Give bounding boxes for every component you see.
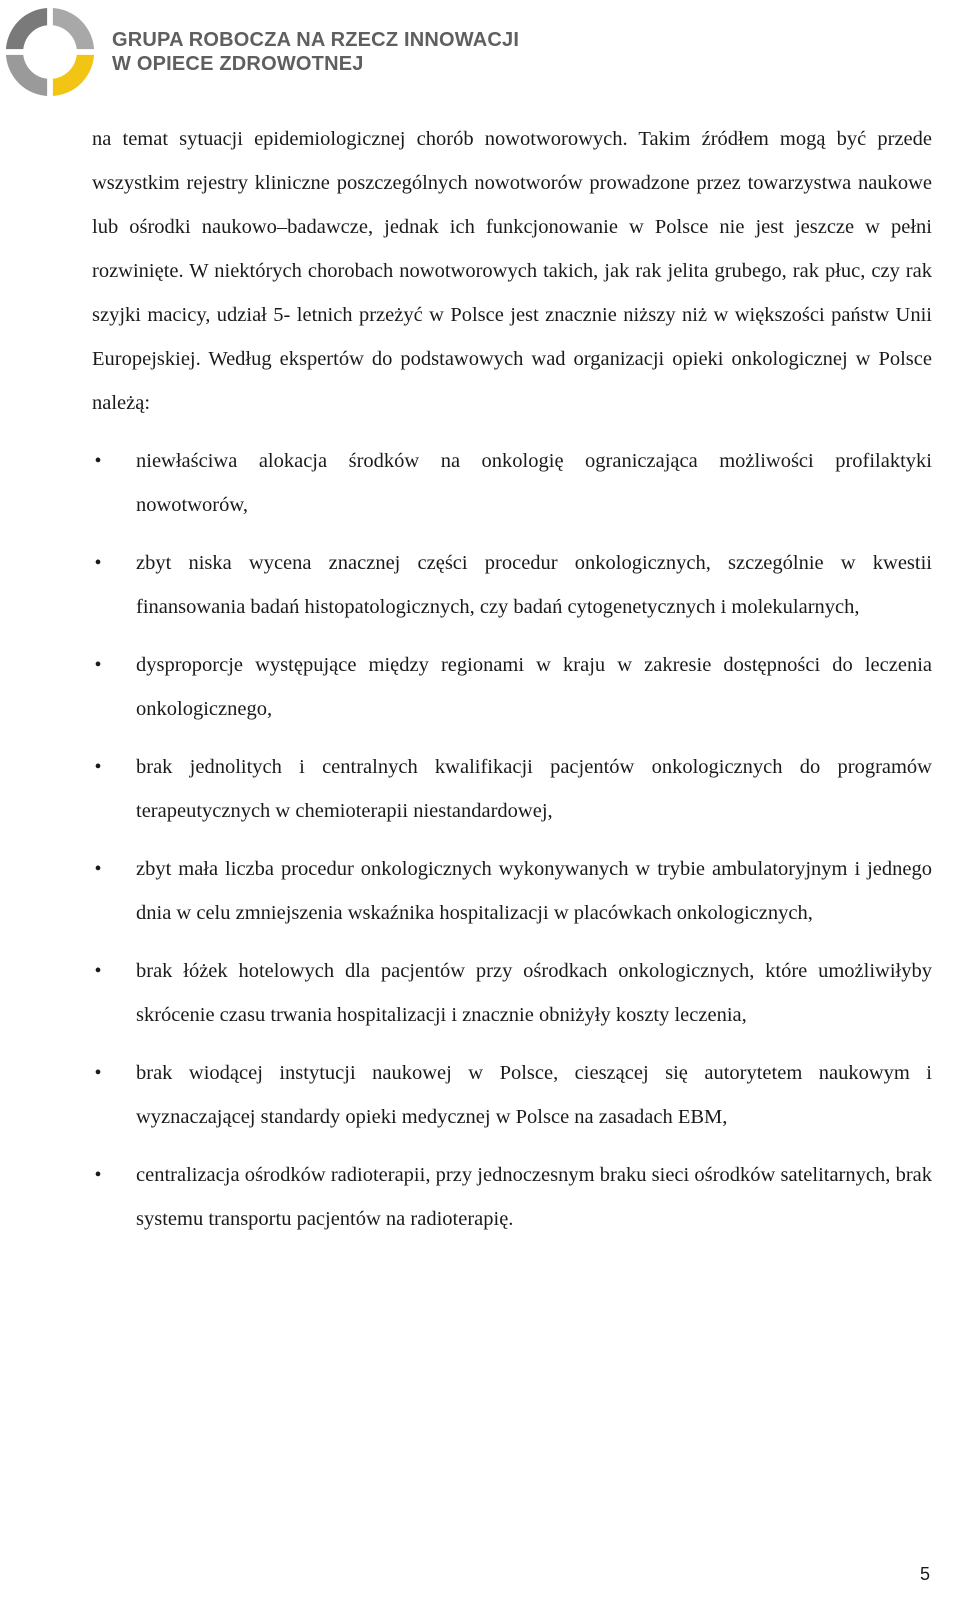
deficiencies-list: [92, 439, 932, 1241]
bullet-icon: •: [94, 1062, 102, 1084]
list-item: [92, 949, 932, 1037]
list-item: [92, 847, 932, 935]
bullet-icon: •: [94, 450, 102, 472]
list-item-text: zbyt mała liczba procedur onkologicznych wykonywanych w trybie ambulatoryjnym i jednego dnia w celu zmniejszenia wskaźnika hospitalizacji w placówkach onkologicznych,: [136, 858, 932, 924]
bullet-icon: •: [94, 858, 102, 880]
organization-name: [112, 28, 519, 76]
list-item-text: niewłaściwa alokacja środków na onkologię ograniczająca możliwości profilaktyki nowotworów,: [136, 450, 932, 516]
bullet-icon: •: [94, 756, 102, 778]
bullet-icon: •: [94, 960, 102, 982]
bullet-icon: •: [94, 552, 102, 574]
list-item-text: centralizacja ośrodków radioterapii, przy jednoczesnym braku sieci ośrodków satelitarnych, brak systemu transportu pacjentów na radioterapię.: [136, 1164, 932, 1230]
list-item-text: dysproporcje występujące między regionami w kraju w zakresie dostępności do leczenia onkologicznego,: [136, 654, 932, 720]
group-logo-icon: [2, 4, 98, 100]
intro-paragraph: na temat sytuacji epidemiologicznej chorób nowotworowych. Takim źródłem mogą być przede wszystkim rejestry kliniczne poszczególnych nowotworów prowadzone przez towarzystwa naukowe lub ośrodki naukowo–badawcze, jednak ich funkcjonowanie w Polsce nie jest jeszcze w pełni rozwinięte. W niektórych chorobach nowotworowych takich, jak rak jelita grubego, rak płuc, czy rak szyjki macicy, udział 5- letnich przeżyć w Polsce jest znacznie niższy niż w większości państw Unii Europejskiej. Według ekspertów do podstawowych wad organizacji opieki onkologicznej w Polsce należą:: [92, 128, 932, 414]
bullet-icon: •: [94, 1164, 102, 1186]
list-item: [92, 1153, 932, 1241]
list-item: [92, 745, 932, 833]
organization-name-line-1: GRUPA ROBOCZA NA RZECZ INNOWACJI: [112, 29, 520, 51]
bullet-icon: •: [94, 654, 102, 676]
list-item-text: brak łóżek hotelowych dla pacjentów przy ośrodkach onkologicznych, które umożliwiłyby skrócenie czasu trwania hospitalizacji i znacznie obniżyły koszty leczenia,: [136, 960, 932, 1026]
organization-name-line-2: W OPIECE ZDROWOTNEJ: [112, 53, 364, 75]
list-item: [92, 643, 932, 731]
list-item: [92, 541, 932, 629]
page-number: 5: [919, 1564, 930, 1584]
document-body: [92, 117, 932, 1255]
page-header: [0, 0, 960, 110]
list-item-text: zbyt niska wycena znacznej części procedur onkologicznych, szczególnie w kwestii finansowania badań histopatologicznych, czy badań cytogenetycznych i molekularnych,: [136, 552, 932, 618]
list-item: [92, 439, 932, 527]
list-item: [92, 1051, 932, 1139]
list-item-text: brak wiodącej instytucji naukowej w Polsce, cieszącej się autorytetem naukowym i wyznaczającej standardy opieki medycznej w Polsce na zasadach EBM,: [136, 1062, 932, 1128]
list-item-text: brak jednolitych i centralnych kwalifikacji pacjentów onkologicznych do programów terapeutycznych w chemioterapii niestandardowej,: [136, 756, 932, 822]
